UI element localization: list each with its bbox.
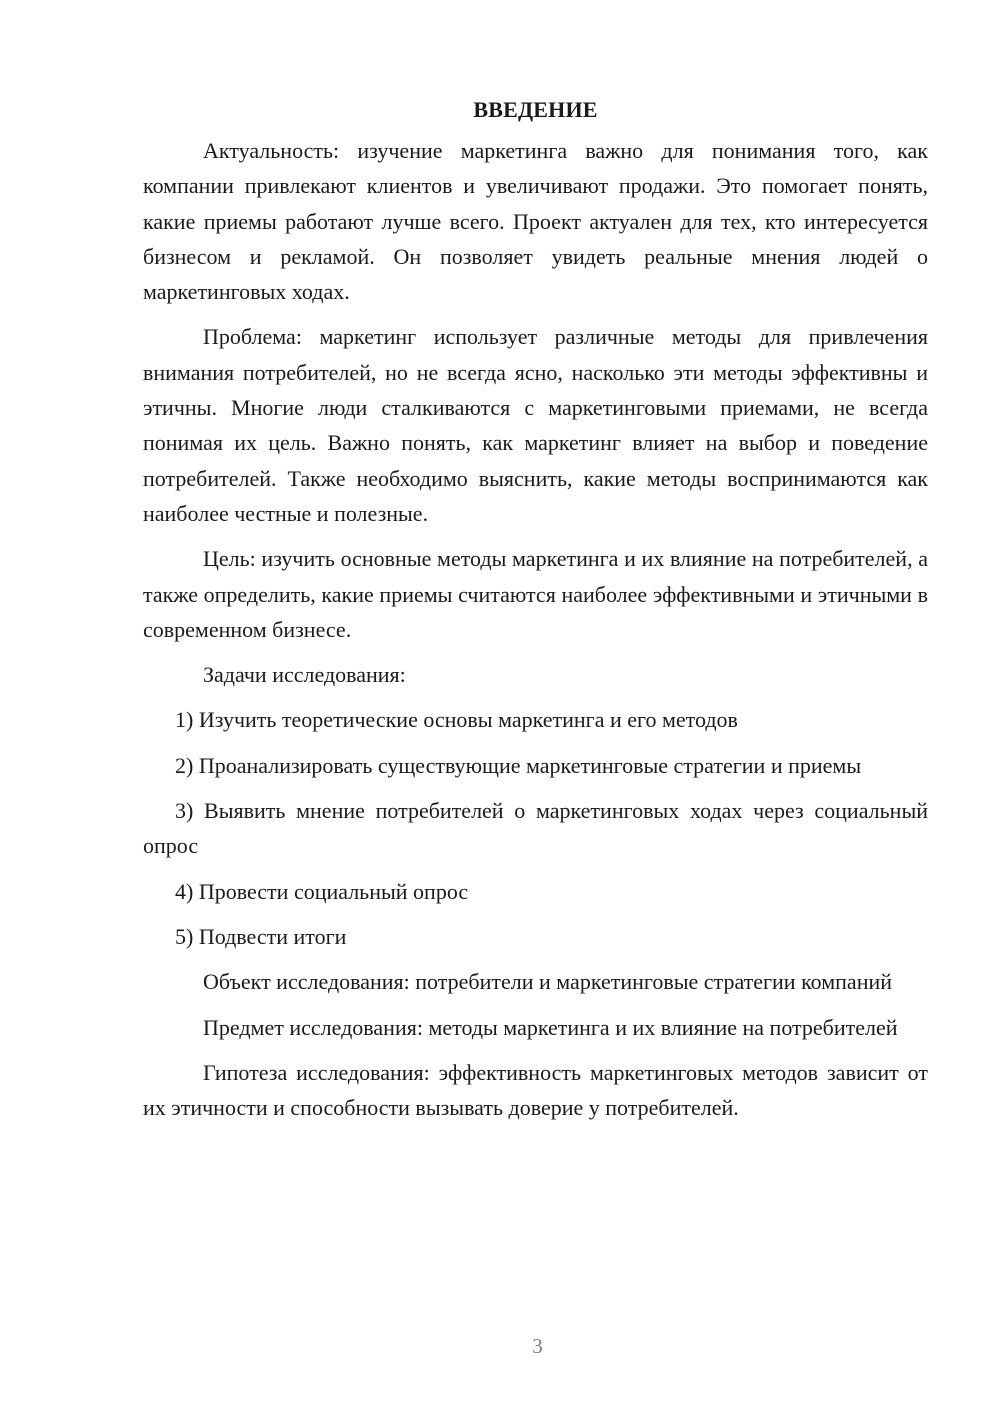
object-paragraph: Объект исследования: потребители и маркетинговые стратегии компаний: [203, 969, 893, 995]
section-title: ВВЕДЕНИЕ: [473, 97, 598, 122]
relevance-paragraph: Актуальность: изучение маркетинга важно для понимания того, как компании привлекают клиентов и увеличивают продажи. Это помогает понять, какие приемы работают лучше всего. Проект актуален для тех, кто интересуется бизнесом и рекламой. Он позволяет увидеть реальные мнения людей о маркетинговых ходах.: [143, 138, 928, 305]
task-item-3: 3) Выявить мнение потребителей о маркетинговых ходах через социальный опрос: [143, 798, 928, 859]
task-item-1: 1) Изучить теоретические основы маркетинга и его методов: [175, 707, 738, 733]
problem-paragraph: Проблема: маркетинг использует различные методы для привлечения внимания потребителей, но не всегда ясно, насколько эти методы эффективны и этичны. Многие люди сталкиваются с маркетинговыми приемами, не всегда понимая их цель. Важно понять, как маркетинг влияет на выбор и поведение потребителей. Также необходимо выяснить, какие методы воспринимаются как наиболее честные и полезные.: [143, 324, 928, 526]
task-item-2: 2) Проанализировать существующие маркетинговые стратегии и приемы: [175, 752, 862, 778]
document-page: [143, 92, 928, 1125]
goal-paragraph: Цель: изучить основные методы маркетинга и их влияние на потребителей, а также определить, какие приемы считаются наиболее эффективными и этичными в современном бизнесе.: [143, 546, 928, 642]
page-number: 3: [532, 1334, 543, 1358]
task-item-5: 5) Подвести итоги: [175, 923, 347, 949]
hypothesis-paragraph: Гипотеза исследования: эффективность маркетинговых методов зависит от их этичности и способности вызывать доверие у потребителей.: [143, 1059, 928, 1121]
tasks-label: Задачи исследования:: [203, 662, 406, 688]
task-item-4: 4) Провести социальный опрос: [175, 878, 469, 904]
subject-paragraph: Предмет исследования: методы маркетинга и их влияние на потребителей: [203, 1014, 898, 1040]
